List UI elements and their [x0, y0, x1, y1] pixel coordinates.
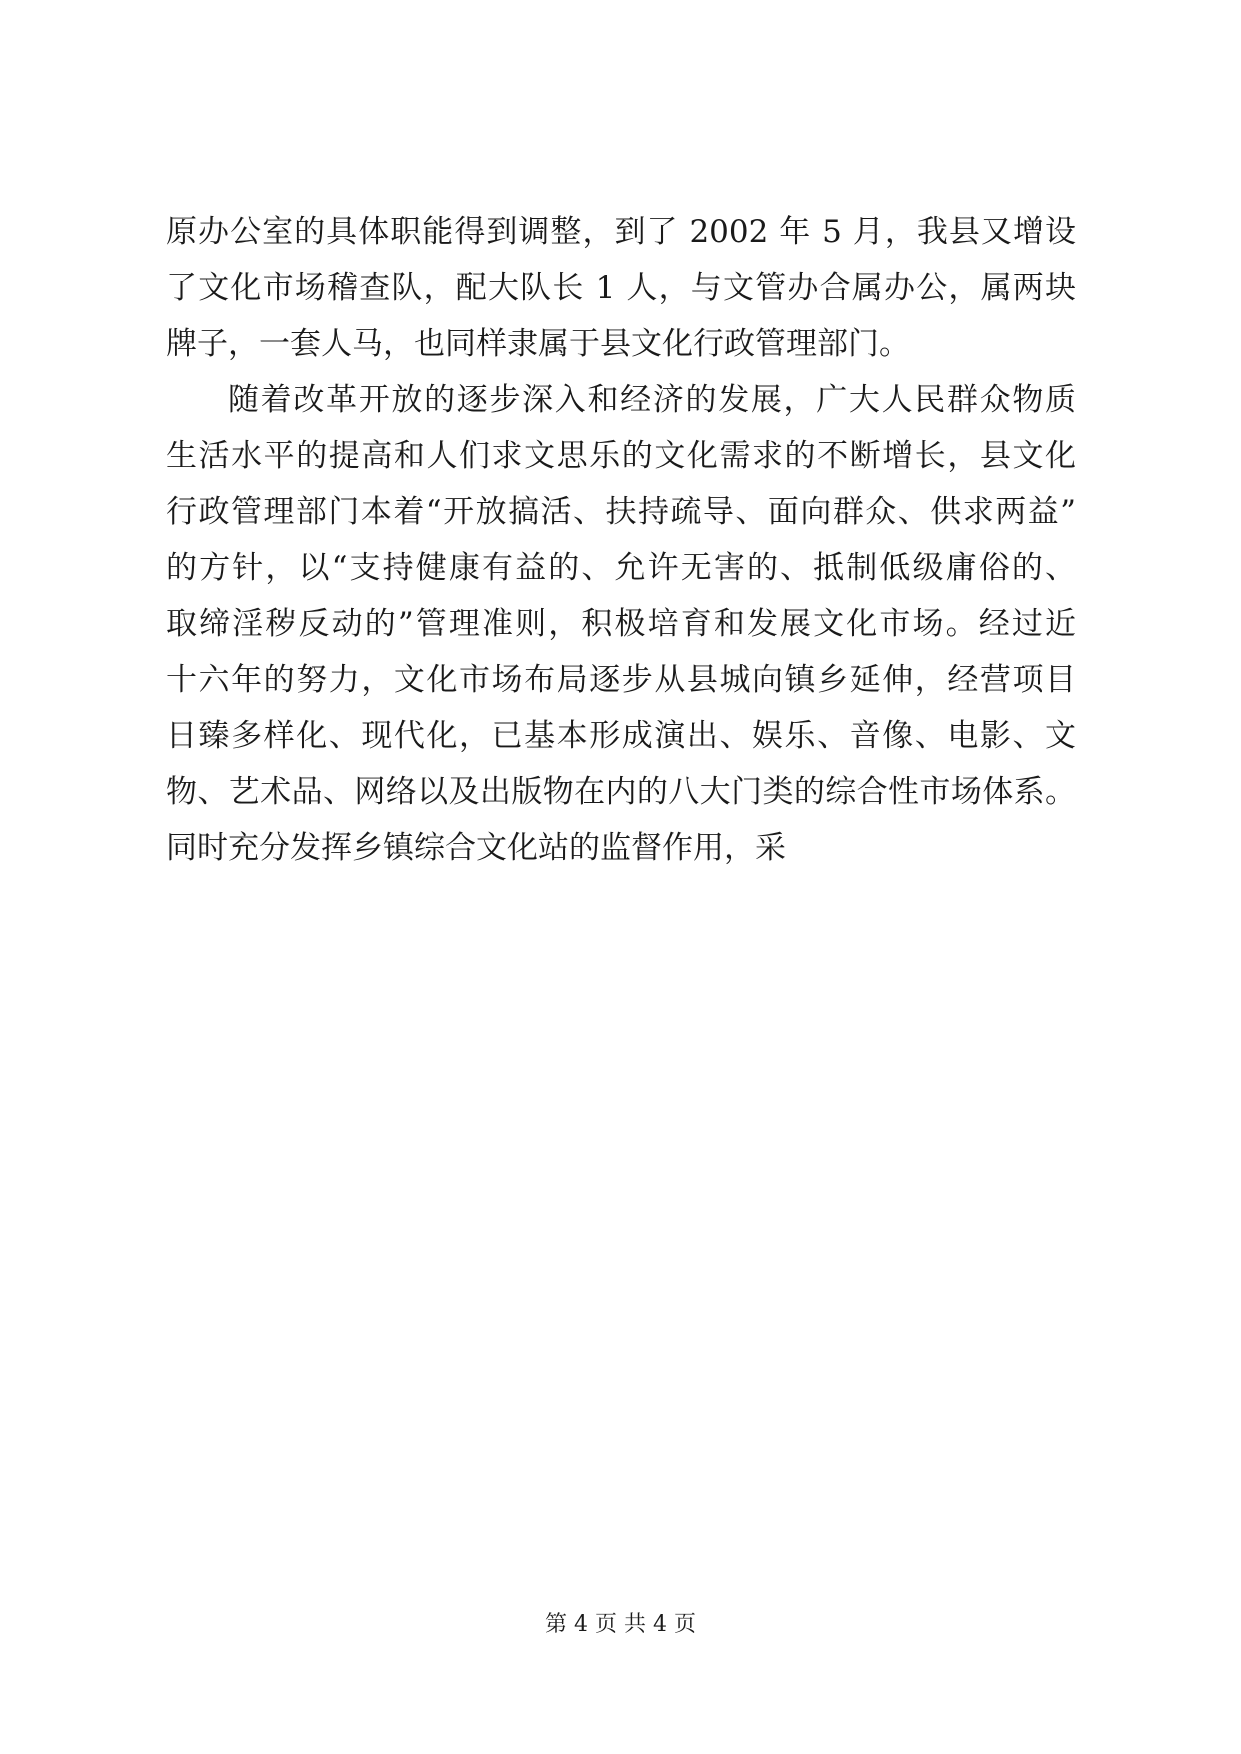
- text-line: 原办公室的具体职能得到调整，到了 2002 年 5 月，我县又增设: [166, 214, 1076, 250]
- text-line: 取缔淫秽反动的”管理准则，积极培育和发展文化市场。经过近: [166, 606, 1076, 642]
- text-line: 日臻多样化、现代化，已基本形成演出、娱乐、音像、电影、文: [166, 718, 1076, 754]
- text-line: 同时充分发挥乡镇综合文化站的监督作用，采: [166, 830, 786, 866]
- text-line: 十六年的努力，文化市场布局逐步从县城向镇乡延伸，经营项目: [166, 662, 1076, 698]
- text-line: 了文化市场稽查队，配大队长 1 人，与文管办合属办公，属两块: [166, 270, 1076, 306]
- text-line: 行政管理部门本着“开放搞活、扶持疏导、面向群众、供求两益”: [166, 494, 1076, 530]
- text-line: 的方针，以“支持健康有益的、允许无害的、抵制低级庸俗的、: [166, 550, 1076, 586]
- text-line: 生活水平的提高和人们求文思乐的文化需求的不断增长，县文化: [166, 438, 1076, 474]
- text-line: 随着改革开放的逐步深入和经济的发展，广大人民群众物质: [228, 382, 1076, 418]
- text-line: 牌子，一套人马，也同样隶属于县文化行政管理部门。: [166, 326, 910, 362]
- page-number-footer: 第 4 页 共 4 页: [545, 1612, 696, 1637]
- text-line: 物、艺术品、网络以及出版物在内的八大门类的综合性市场体系。: [166, 774, 1076, 810]
